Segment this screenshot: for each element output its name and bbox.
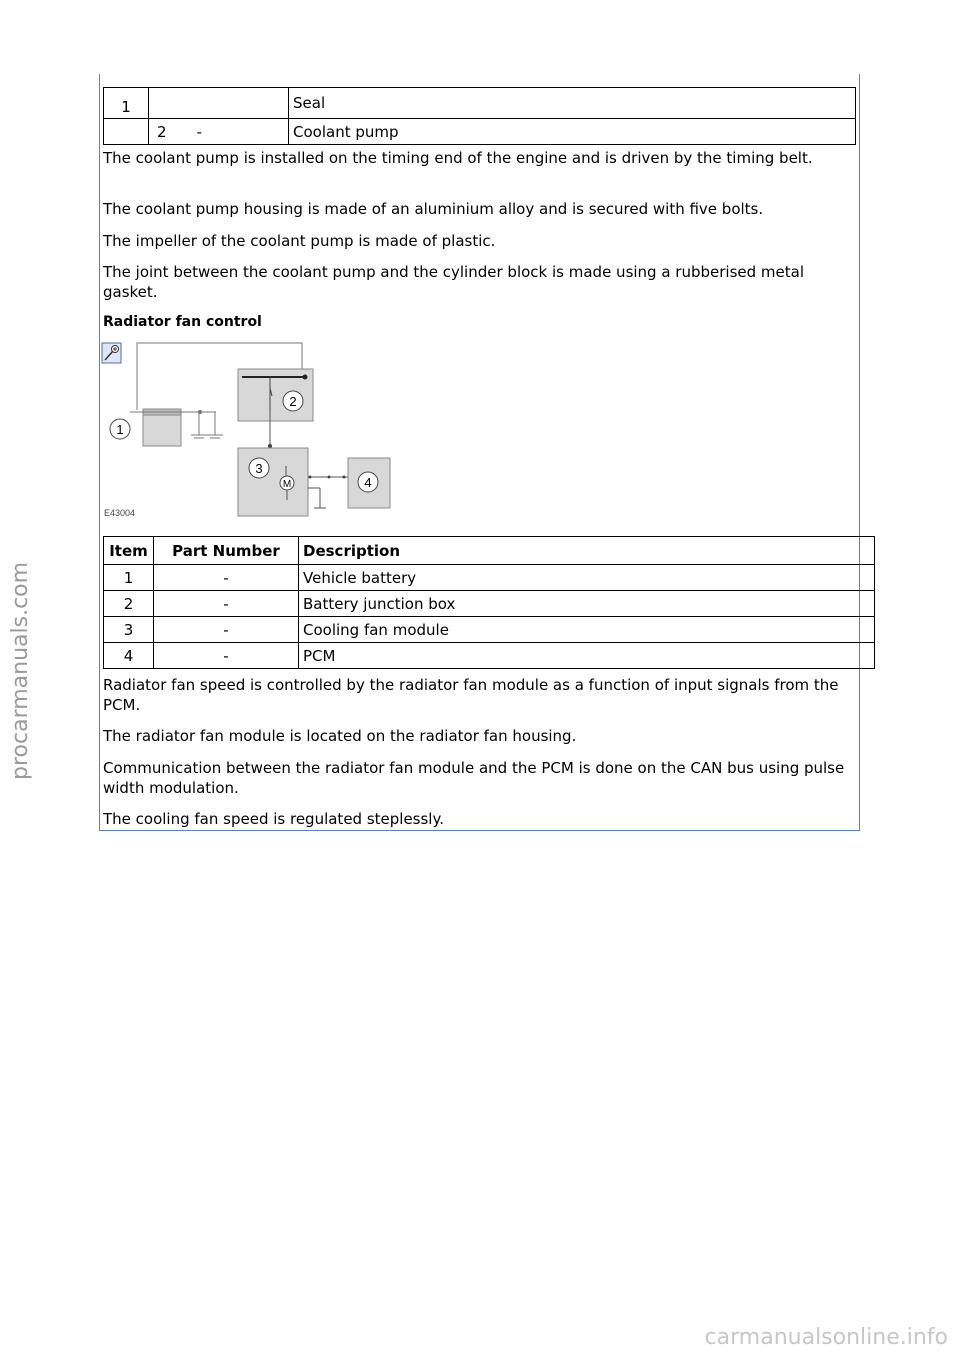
callout-4-label: 4 — [364, 475, 372, 490]
description-cell: PCM — [299, 643, 875, 669]
figure-id: E43004 — [104, 508, 136, 518]
bottom-watermark: carmanualsonline.info — [704, 1325, 948, 1350]
part-cell — [149, 119, 289, 145]
vehicle-battery — [143, 411, 181, 446]
paragraph: Radiator fan speed is controlled by the radiator fan module as a function of input signals from the PCM. — [103, 676, 839, 714]
item-cell: 2 — [104, 591, 154, 617]
callout-2-label: 2 — [289, 394, 297, 409]
description-cell: Cooling fan module — [299, 617, 875, 643]
paragraph: Communication between the radiator fan module and the PCM is done on the CAN bus using pulse width modulation. — [103, 759, 845, 797]
header-part-number: Part Number — [154, 537, 299, 565]
section-heading: Radiator fan control — [103, 314, 262, 330]
paragraph: The coolant pump housing is made of an aluminium alloy and is secured with five bolts. — [103, 200, 764, 218]
header-description: Description — [299, 537, 875, 565]
part-cell: - — [154, 617, 299, 643]
part-cell: - — [154, 643, 299, 669]
part-cell: - — [154, 591, 299, 617]
radiator-fan-diagram — [100, 338, 396, 520]
description-cell: Coolant pump — [289, 119, 856, 145]
callout-3-label: 3 — [255, 461, 263, 476]
item-cell: 4 — [104, 643, 154, 669]
paragraph: The impeller of the coolant pump is made of plastic. — [103, 232, 496, 250]
paragraph: The cooling fan speed is regulated steplessly. — [103, 810, 444, 828]
side-watermark: procarmanuals.com — [8, 561, 33, 780]
part-number: 2 — [157, 122, 167, 141]
table-row — [104, 565, 875, 591]
part-cell — [149, 88, 289, 119]
table-row — [104, 119, 856, 145]
fan-parts-table — [103, 536, 875, 669]
paragraph: The joint between the coolant pump and the cylinder block is made using a rubberised metal gasket. — [103, 263, 805, 301]
paragraph: The coolant pump is installed on the timing end of the engine and is driven by the timing belt. — [103, 149, 813, 167]
description-cell: Vehicle battery — [299, 565, 875, 591]
description-cell: Battery junction box — [299, 591, 875, 617]
header-item: Item — [104, 537, 154, 565]
coolant-parts-table — [103, 87, 856, 145]
item-cell: 1 — [104, 88, 149, 119]
table-row — [104, 88, 856, 119]
item-cell: 1 — [104, 565, 154, 591]
item-cell: 3 — [104, 617, 154, 643]
part-dash: - — [196, 122, 202, 141]
item-cell — [104, 119, 149, 145]
table-row — [104, 643, 875, 669]
table-header-row — [104, 537, 875, 565]
description-cell: Seal — [289, 88, 856, 119]
motor-label: M — [282, 479, 292, 490]
callout-1-label: 1 — [116, 422, 124, 437]
table-row — [104, 591, 875, 617]
paragraph: The radiator fan module is located on the radiator fan housing. — [103, 727, 577, 745]
table-row — [104, 617, 875, 643]
zoom-plus-icon[interactable] — [102, 343, 121, 363]
cooling-fan-module — [238, 448, 308, 516]
part-cell: - — [154, 565, 299, 591]
